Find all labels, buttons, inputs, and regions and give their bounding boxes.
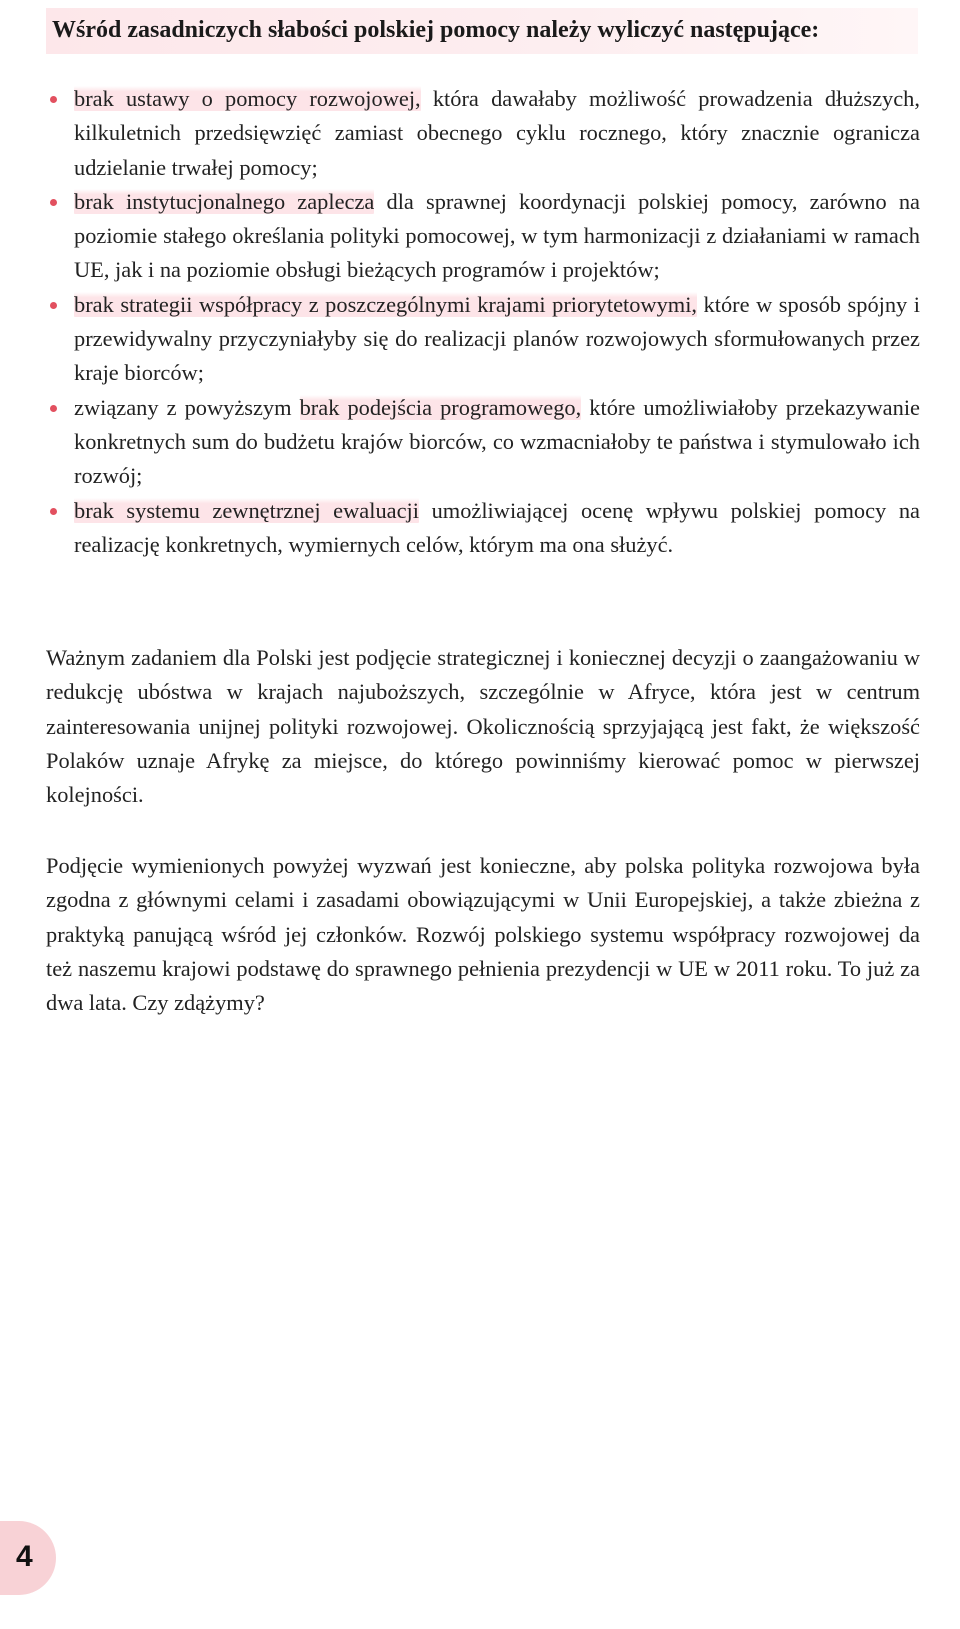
list-item-text: które umożliwiałoby przekazywanie konkretnych sum do budżetu krajów biorców, co wzmacniałoby te państwa i stymulowało ich rozwój;: [74, 394, 920, 489]
list-item: [46, 391, 920, 494]
list-item: [46, 82, 920, 185]
body-paragraph: Podjęcie wymienionych powyżej wyzwań jest konieczne, aby polska polityka rozwojowa była zgodna z głównymi celami i zasadami obowiązującymi w Unii Europejskiej, a także zbieżna z praktyką panującą wśród jej członków. Rozwój polskiego systemu współpracy rozwojowej da też naszemu krajowi podstawę do sprawnego pełnienia prezydencji w UE w 2011 roku. To już za dwa lata. Czy zdążymy?: [46, 853, 920, 1016]
highlighted-phrase: brak podejścia programowego,: [299, 394, 582, 420]
page-number: 4: [16, 1540, 33, 1573]
bullet-dot-icon: [50, 302, 57, 309]
bullet-dot-icon: [50, 96, 57, 103]
list-item: [46, 494, 920, 563]
bullet-dot-icon: [50, 405, 57, 412]
weakness-list: [46, 82, 920, 562]
body-paragraph: Ważnym zadaniem dla Polski jest podjęcie strategicznej i koniecznej decyzji o zaangażowaniu w redukcję ubóstwa w krajach najuboższych, szczególnie w Afryce, która jest w centrum zainteresowania unijnej polityki rozwojowej. Okolicznością sprzyjającą jest fakt, że większość Polaków uznaje Afrykę za miejsce, do którego powinniśmy kierować pomoc w pierwszej kolejności.: [46, 645, 920, 808]
highlighted-phrase: brak ustawy o pomocy rozwojowej,: [74, 86, 421, 111]
highlighted-phrase: brak strategii współpracy z poszczególnymi krajami priorytetowymi,: [74, 291, 698, 317]
list-item: [46, 288, 920, 391]
list-item-text: która dawałaby możliwość prowadzenia dłuższych, kilkuletnich przedsięwzięć zamiast obecnego cyklu rocznego, który znacznie ogranicza udzielanie trwałej pomocy;: [74, 86, 920, 180]
list-item-text: umożliwiającej ocenę wpływu polskiej pomocy na realizację konkretnych, wymiernych celów, którym ma ona służyć.: [74, 497, 920, 557]
list-item-text: które w sposób spójny i przewidywalny przyczyniałyby się do realizacji planów rozwojowych sformułowanych przez kraje biorców;: [74, 291, 920, 386]
highlighted-phrase: brak systemu zewnętrznej ewaluacji: [74, 497, 419, 523]
list-item-text: dla sprawnej koordynacji polskiej pomocy, zarówno na poziomie stałego określania polityki pomocowej, w tym harmonizacji z działaniami w ramach UE, jak i na poziomie obsługi bieżących programów i projektów;: [74, 188, 920, 283]
section-heading: Wśród zasadniczych słabości polskiej pomocy należy wyliczyć następujące:: [52, 17, 820, 43]
list-item-prefix: związany z powyższym: [74, 394, 300, 420]
bullet-dot-icon: [50, 508, 57, 515]
highlighted-phrase: brak instytucjonalnego zaplecza: [74, 188, 375, 214]
bullet-dot-icon: [50, 199, 57, 206]
list-item: [46, 185, 920, 288]
